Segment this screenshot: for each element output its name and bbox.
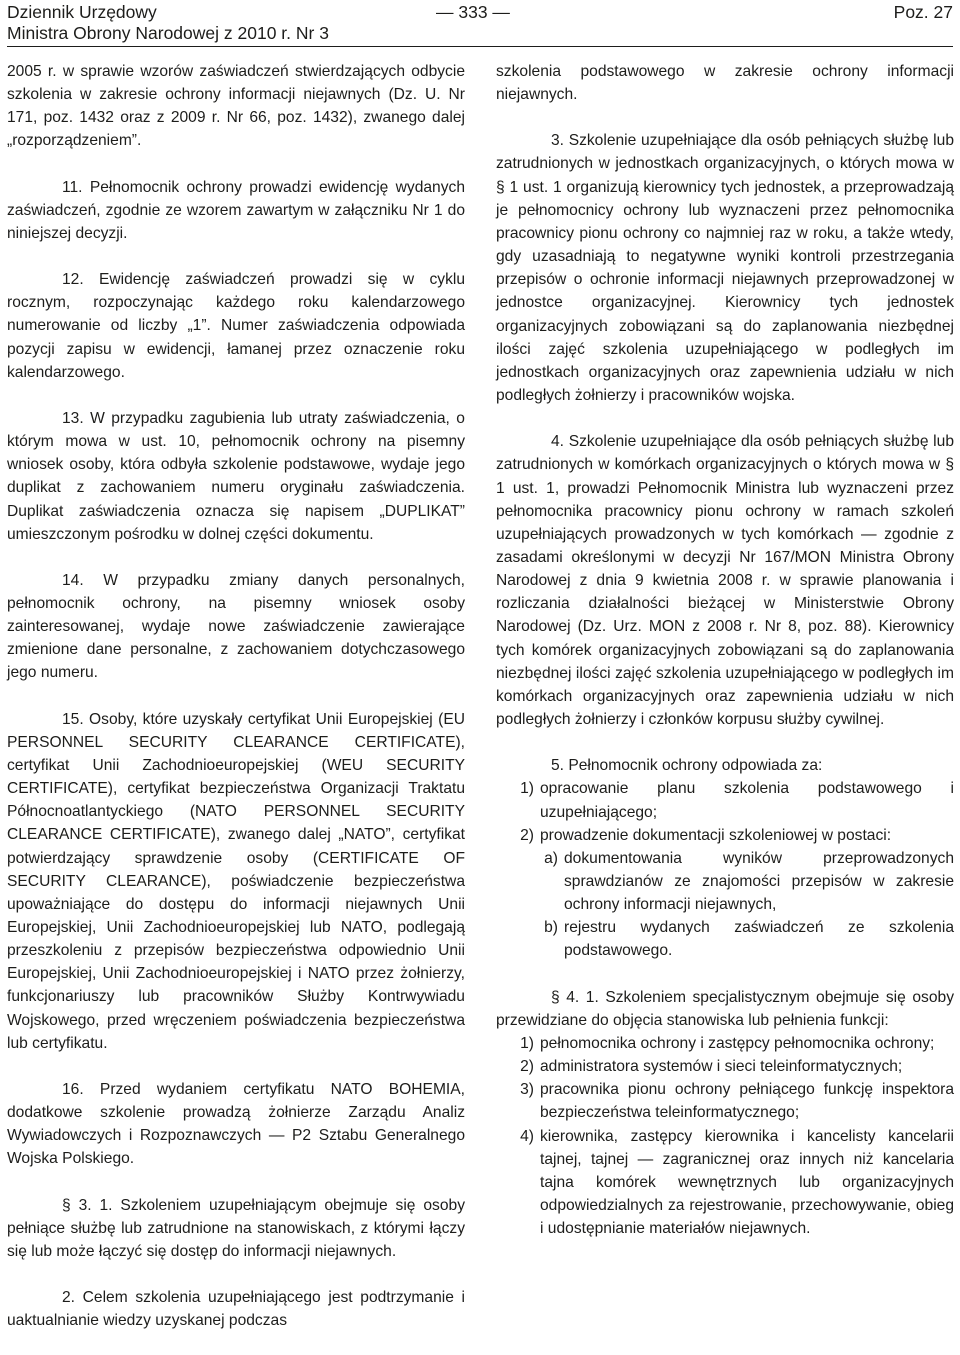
- sub-list: [496, 847, 954, 963]
- position-number: Poz. 27: [893, 2, 953, 22]
- list-item-text: kierownika, zastępcy kierownika i kancelisty kancelarii tajnej, tajnej — zagranicznej oraz innych niż kancelaria tajna komórek wewnętrznych lub organizacyjnych odpowiedzialnych za rejestrowanie, przechowywanie, obieg i udostępnianie materiałów niejawnych.: [540, 1127, 954, 1238]
- paragraph-14: 14. W przypadku zmiany danych personalnych, pełnomocnik ochrony, na pisemny wniosek osoby zainteresowanej, wydaje nowe zaświadczenie zawierające zmienione dane personalne, z zachowaniem dotychczasowego jego numeru.: [7, 571, 465, 682]
- sub-list-item-letter: b): [544, 919, 558, 937]
- paragraph-16: 16. Przed wydaniem certyfikatu NATO BOHEMIA, dodatkowe szkolenie prowadzą żołnierze Zarządu Analiz Wywiadowczych i Rozpoznawczych — P2 Sztabu Generalnego Wojska Polskiego.: [7, 1080, 465, 1168]
- paragraph-3-2: 2. Celem szkolenia uzupełniającego jest podtrzymanie i uaktualnianie wiedzy uzyskanej podczas: [7, 1289, 465, 1330]
- header-rule: [7, 46, 953, 47]
- journal-title: Dziennik Urzędowy: [7, 2, 157, 22]
- paragraph-11: 11. Pełnomocnik ochrony prowadzi ewidencję wydanych zaświadczeń, zgodnie ze wzorem zawartym w załączniku Nr 1 do niniejszej decyzji.: [7, 178, 465, 242]
- left-column: [7, 60, 465, 1332]
- list-item-text: administratora systemów i sieci teleinformatycznych;: [540, 1058, 903, 1076]
- list-item-number: 1): [520, 1034, 534, 1052]
- list-item: [496, 1032, 954, 1055]
- list-item: [496, 824, 954, 847]
- list-item-number: 3): [520, 1081, 534, 1099]
- list-item-number: 2): [520, 1058, 534, 1076]
- paragraph-3-1: § 3. 1. Szkoleniem uzupełniającym obejmuje się osoby pełniące służbę lub zatrudnione na stanowiskach, z którymi łączy się lub może łączyć się dostęp do informacji niejawnych.: [7, 1196, 465, 1260]
- issuer-line: Ministra Obrony Narodowej z 2010 r. Nr 3: [7, 23, 329, 43]
- list-item: [496, 1125, 954, 1241]
- list-item-text: pełnomocnika ochrony i zastępcy pełnomocnika ochrony;: [540, 1034, 935, 1052]
- paragraph-3-3: 3. Szkolenie uzupełniające dla osób pełniących służbę lub zatrudnionych w jednostkach organizacyjnych, o których mowa w § 1 ust. 1 organizują kierownicy tych jednostek, a przeprowadzają je pełnomocnicy ochrony lub wyznaczeni przez pełnomocnika pracownicy pionu ochrony co najmniej raz w roku, a także wtedy, gdy uzasadniają to negatywne wyniki kontroli przestrzegania przepisów o ochronie informacji niejawnych przeprowadzonej w jednostce organizacyjnej. Kierownicy tych jednostek organizacyjnych zobowiązani są do zaplanowania niezbędnej ilości zajęć szkolenia uzupełniającego w podległych im jednostkach organizacyjnych oraz zapewnienia udziału w nich podległych żołnierzy i pracowników wojska.: [496, 132, 954, 405]
- sub-list-item: [540, 847, 954, 916]
- list-item-text: pracownika pionu ochrony pełniącego funkcję inspektora bezpieczeństwa teleinformatycznego;: [540, 1081, 954, 1122]
- sub-list-item-text: rejestru wydanych zaświadczeń ze szkolenia podstawowego.: [564, 919, 954, 960]
- sub-list-item: [540, 916, 954, 962]
- sub-list-item-text: dokumentowania wyników przeprowadzonych sprawdzianów ze znajomości przepisów w zakresie ochrony informacji niejawnych,: [564, 849, 954, 914]
- paragraph-3-4: 4. Szkolenie uzupełniające dla osób pełniących służbę lub zatrudnionych w komórkach organizacyjnych o których mowa w § 1 ust. 1, prowadzi Pełnomocnik Ministra lub wyznaczeni przez pełnomocnika pracownicy pionu ochrony w ramach szkoleń uzupełniających prowadzonych w tych komórkach — zgodnie z zasadami określonymi w decyzji Nr 167/MON Ministra Obrony Narodowej z dnia 9 kwietnia 2008 r. w sprawie planowania i rozliczania działalności bieżącej w Ministerstwie Obrony Narodowej (Dz. Urz. MON z 2008 r. Nr 8, poz. 88). Kierownicy tych komórek organizacyjnych zobowiązani są do zaplanowania niezbędnej ilości zajęć szkolenia uzupełniającego w podległych im komórkach organizacyjnych oraz zapewnienia udziału w nich podległych żołnierzy i członków korpusu służby cywilnej.: [496, 433, 954, 729]
- paragraph-15: 15. Osoby, które uzyskały certyfikat Unii Europejskiej (EU PERSONNEL SECURITY CLEARANCE CERTIFICATE), certyfikat Unii Zachodnioeuropejskiej (WEU SECURITY CERTIFICATE), certyfikat bezpieczeństwa Organizacji Traktatu Północnoatlantyckiego (NATO PERSONNEL SECURITY CLEARANCE CERTIFICATE), zwanego dalej „NATO”, certyfikat potwierdzający sprawdzenie osoby (CERTIFICATE OF SECURITY CLEARANCE), poświadczenie bezpieczeństwa upoważniające do dostępu do informacji niejawnych Unii Europejskiej, Unii Zachodnioeuropejskiej lub NATO, podlegają przeszkoleniu z przepisów bezpieczeństwa odpowiednio Unii Europejskiej, Unii Zachodnioeuropejskiej i NATO przez żołnierzy, funkcjonariuszy lub pracowników Służby Kontrwywiadu Wojskowego, przed wręczeniem poświadczenia bezpieczeństwa lub certyfikatu.: [7, 710, 465, 1052]
- sub-list-item-letter: a): [544, 849, 558, 867]
- paragraph-4-1: § 4. 1. Szkoleniem specjalistycznym obejmuje się osoby przewidziane do objęcia stanowiska lub pełnienia funkcji:: [496, 988, 954, 1029]
- responsibility-list: [496, 777, 954, 962]
- paragraph-13: 13. W przypadku zagubienia lub utraty zaświadczenia, o którym mowa w ust. 10, pełnomocnik ochrony na pisemny wniosek osoby, która odbyła szkolenie podstawowe, wydaje jego duplikat z zachowaniem numeru oryginału zaświadczenia. Duplikat zaświadczenia oznacza się napisem „DUPLIKAT” umieszczonym pośrodku w dolnej części dokumentu.: [7, 409, 465, 543]
- paragraph-intro: 2005 r. w sprawie wzorów zaświadczeń stwierdzających odbycie szkolenia w zakresie ochrony informacji niejawnych (Dz. U. Nr 171, poz. 1432 oraz z 2009 r. Nr 66, poz. 1432), zwanego dalej „rozporządzeniem”.: [7, 63, 465, 150]
- page-number: — 333 —: [436, 2, 510, 22]
- function-list: [496, 1032, 954, 1240]
- list-item-text: prowadzenie dokumentacji szkoleniowej w postaci:: [540, 826, 892, 844]
- paragraph-3-5: 5. Pełnomocnik ochrony odpowiada za:: [551, 757, 823, 775]
- list-item-number: 1): [520, 780, 534, 798]
- paragraph-continuation: szkolenia podstawowego w zakresie ochrony informacji niejawnych.: [496, 63, 954, 104]
- list-item: [496, 1055, 954, 1078]
- list-item-number: 2): [520, 826, 534, 844]
- list-item: [496, 1078, 954, 1124]
- list-item-number: 4): [520, 1127, 534, 1145]
- right-column: [496, 60, 954, 1263]
- paragraph-12: 12. Ewidencję zaświadczeń prowadzi się w cyklu rocznym, rozpoczynając każdego roku kalendarzowego numerowanie od liczby „1”. Numer zaświadczenia odpowiada pozycji zapisu w ewidencji, łamanej przez oznaczenie roku kalendarzowego.: [7, 271, 465, 381]
- list-item-text: opracowanie planu szkolenia podstawowego i uzupełniającego;: [540, 780, 954, 821]
- list-item: [496, 777, 954, 823]
